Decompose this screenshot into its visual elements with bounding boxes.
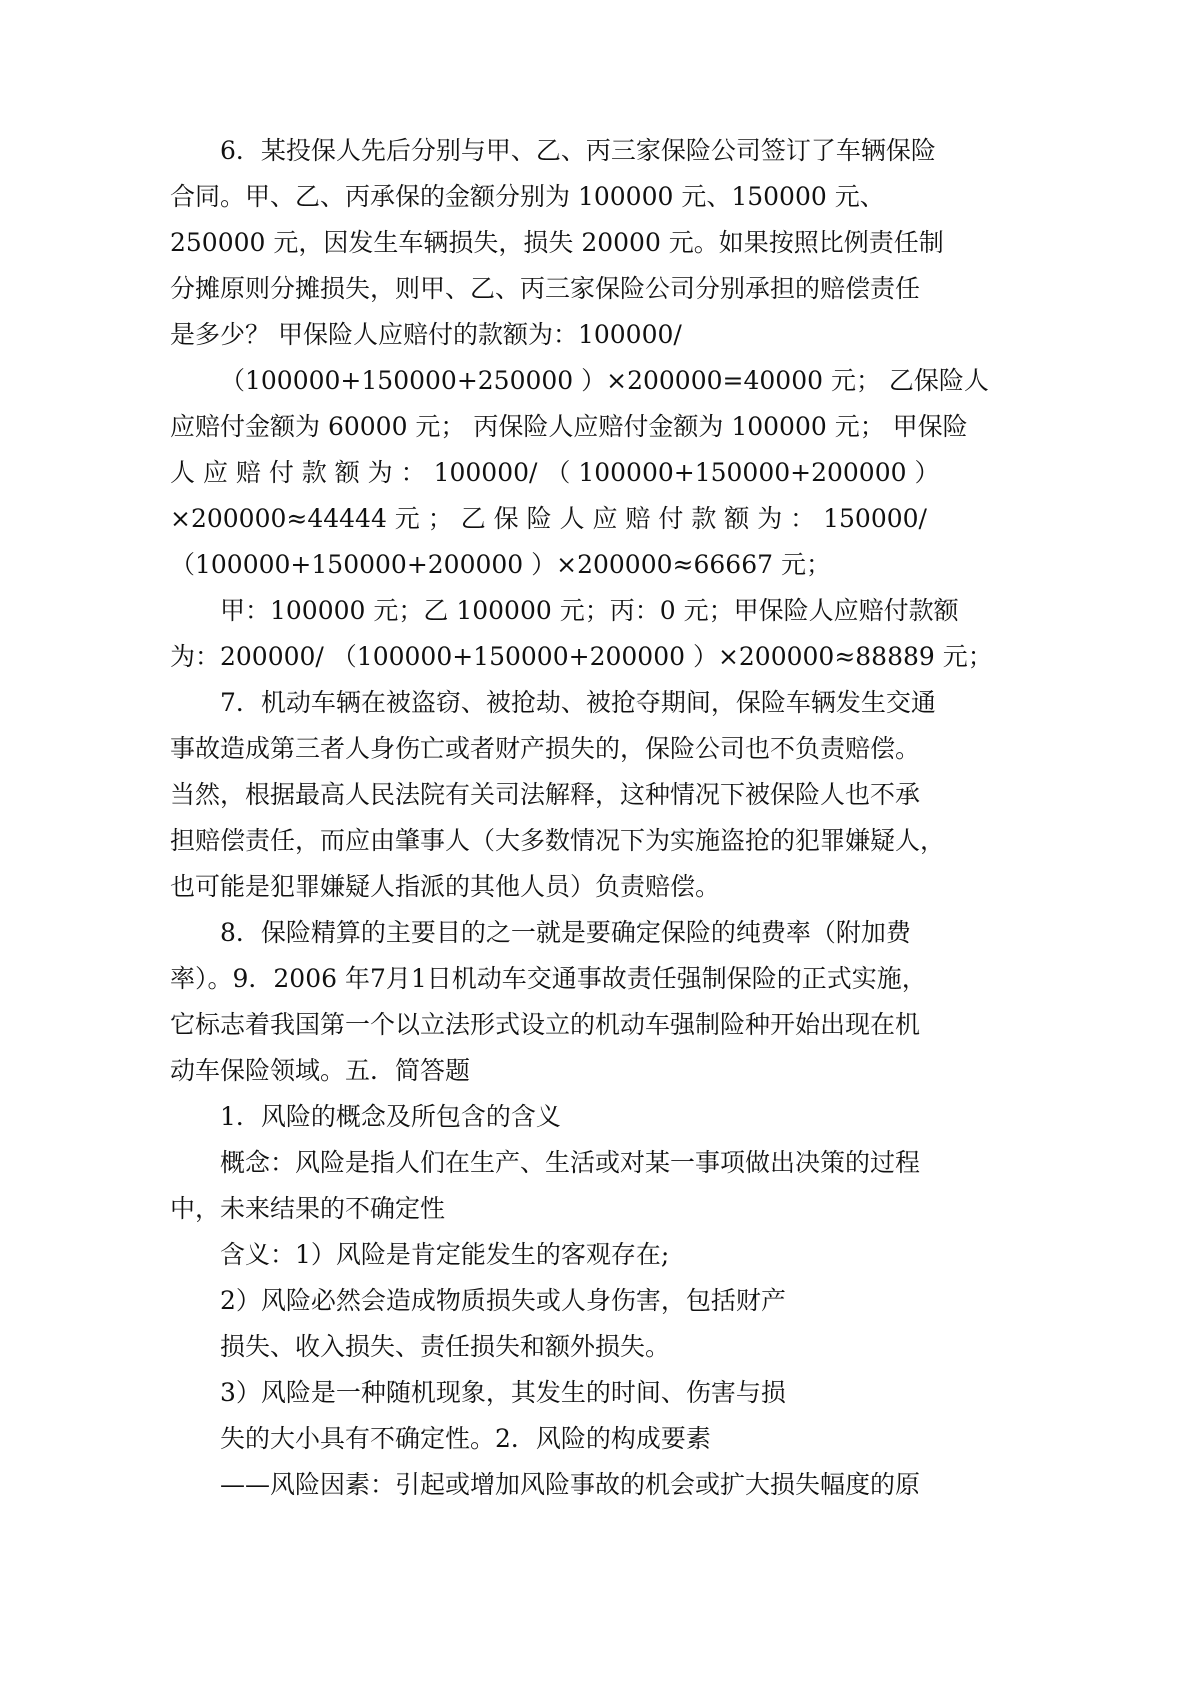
- text-line: [0, 541, 1191, 589]
- line-text: 率）。9．2006 年7月1日机动车交通事故责任强制保险的正式实施，: [170, 964, 927, 993]
- line-text: 为：200000/ （100000+150000+200000 ）×200000≈88889 元；: [170, 642, 993, 671]
- line-text: 250000 元，因发生车辆损失，损失 20000 元。如果按照比例责任制: [170, 228, 944, 257]
- text-line: [0, 403, 1191, 451]
- line-text: 1．风险的概念及所包含的含义: [220, 1102, 561, 1131]
- text-line: [0, 909, 1191, 957]
- text-line: [0, 1231, 1191, 1279]
- line-text: ——风险因素：引起或增加风险事故的机会或扩大损失幅度的原: [220, 1470, 921, 1499]
- line-text: （100000+150000+200000 ）×200000≈66667 元；: [170, 550, 831, 579]
- line-text: 分摊原则分摊损失，则甲、乙、丙三家保险公司分别承担的赔偿责任: [170, 274, 921, 303]
- text-line: [0, 679, 1191, 727]
- text-line: [0, 1139, 1191, 1187]
- line-text: 事故造成第三者人身伤亡或者财产损失的，保险公司也不负责赔偿。: [170, 734, 921, 763]
- text-line: [0, 495, 1191, 543]
- line-text: 6．某投保人先后分别与甲、乙、丙三家保险公司签订了车辆保险: [220, 136, 936, 165]
- text-line: [0, 127, 1191, 175]
- text-line: [0, 1461, 1191, 1509]
- text-line: [0, 817, 1191, 865]
- text-line: [0, 1415, 1191, 1463]
- line-text: 8．保险精算的主要目的之一就是要确定保险的纯费率（附加费: [220, 918, 911, 947]
- line-text: 也可能是犯罪嫌疑人指派的其他人员）负责赔偿。: [170, 872, 721, 901]
- text-line: [0, 219, 1191, 267]
- line-text: 是多少？ 甲保险人应赔付的款额为：100000/: [170, 320, 682, 349]
- text-line: [0, 1323, 1191, 1371]
- line-text: 概念：风险是指人们在生产、生活或对某一事项做出决策的过程: [220, 1148, 921, 1177]
- text-line: [0, 633, 1191, 681]
- line-text: （100000+150000+250000 ）×200000=40000 元； 乙保险人: [220, 366, 989, 395]
- text-line: [0, 1277, 1191, 1325]
- line-text: 它标志着我国第一个以立法形式设立的机动车强制险种开始出现在机: [170, 1010, 921, 1039]
- text-line: [0, 1369, 1191, 1417]
- text-line: [0, 863, 1191, 911]
- text-line: [0, 449, 1191, 497]
- line-text: ×200000≈44444 元 ； 乙 保 险 人 应 赔 付 款 额 为 ： 150000/: [170, 504, 927, 533]
- text-line: [0, 173, 1191, 221]
- text-line: [0, 1047, 1191, 1095]
- text-line: [0, 1093, 1191, 1141]
- text-line: [0, 771, 1191, 819]
- line-text: 损失、收入损失、责任损失和额外损失。: [220, 1332, 671, 1361]
- line-text: 含义：1）风险是肯定能发生的客观存在;: [220, 1240, 670, 1269]
- text-line: [0, 357, 1191, 405]
- text-line: [0, 265, 1191, 313]
- text-line: [0, 955, 1191, 1003]
- line-text: 甲：100000 元；乙 100000 元；丙：0 元；甲保险人应赔付款额: [220, 596, 959, 625]
- text-line: [0, 725, 1191, 773]
- line-text: 中，未来结果的不确定性: [170, 1194, 446, 1223]
- line-text: 应赔付金额为 60000 元； 丙保险人应赔付金额为 100000 元； 甲保险: [170, 412, 968, 441]
- line-text: 人 应 赔 付 款 额 为 ： 100000/ （ 100000+150000+200000 ）: [170, 458, 940, 487]
- text-line: [0, 311, 1191, 359]
- text-line: [0, 1185, 1191, 1233]
- line-text: 合同。甲、乙、丙承保的金额分别为 100000 元、150000 元、: [170, 182, 885, 211]
- line-text: 当然，根据最高人民法院有关司法解释，这种情况下被保险人也不承: [170, 780, 921, 809]
- text-line: [0, 587, 1191, 635]
- text-line: [0, 1001, 1191, 1049]
- line-text: 7．机动车辆在被盗窃、被抢劫、被抢夺期间，保险车辆发生交通: [220, 688, 936, 717]
- line-text: 2）风险必然会造成物质损失或人身伤害，包括财产: [220, 1286, 786, 1315]
- line-text: 动车保险领域。五．简答题: [170, 1056, 471, 1085]
- line-text: 3）风险是一种随机现象，其发生的时间、伤害与损: [220, 1378, 786, 1407]
- line-text: 失的大小具有不确定性。2．风险的构成要素: [220, 1424, 711, 1453]
- line-text: 担赔偿责任，而应由肇事人（大多数情况下为实施盗抢的犯罪嫌疑人，: [170, 826, 946, 855]
